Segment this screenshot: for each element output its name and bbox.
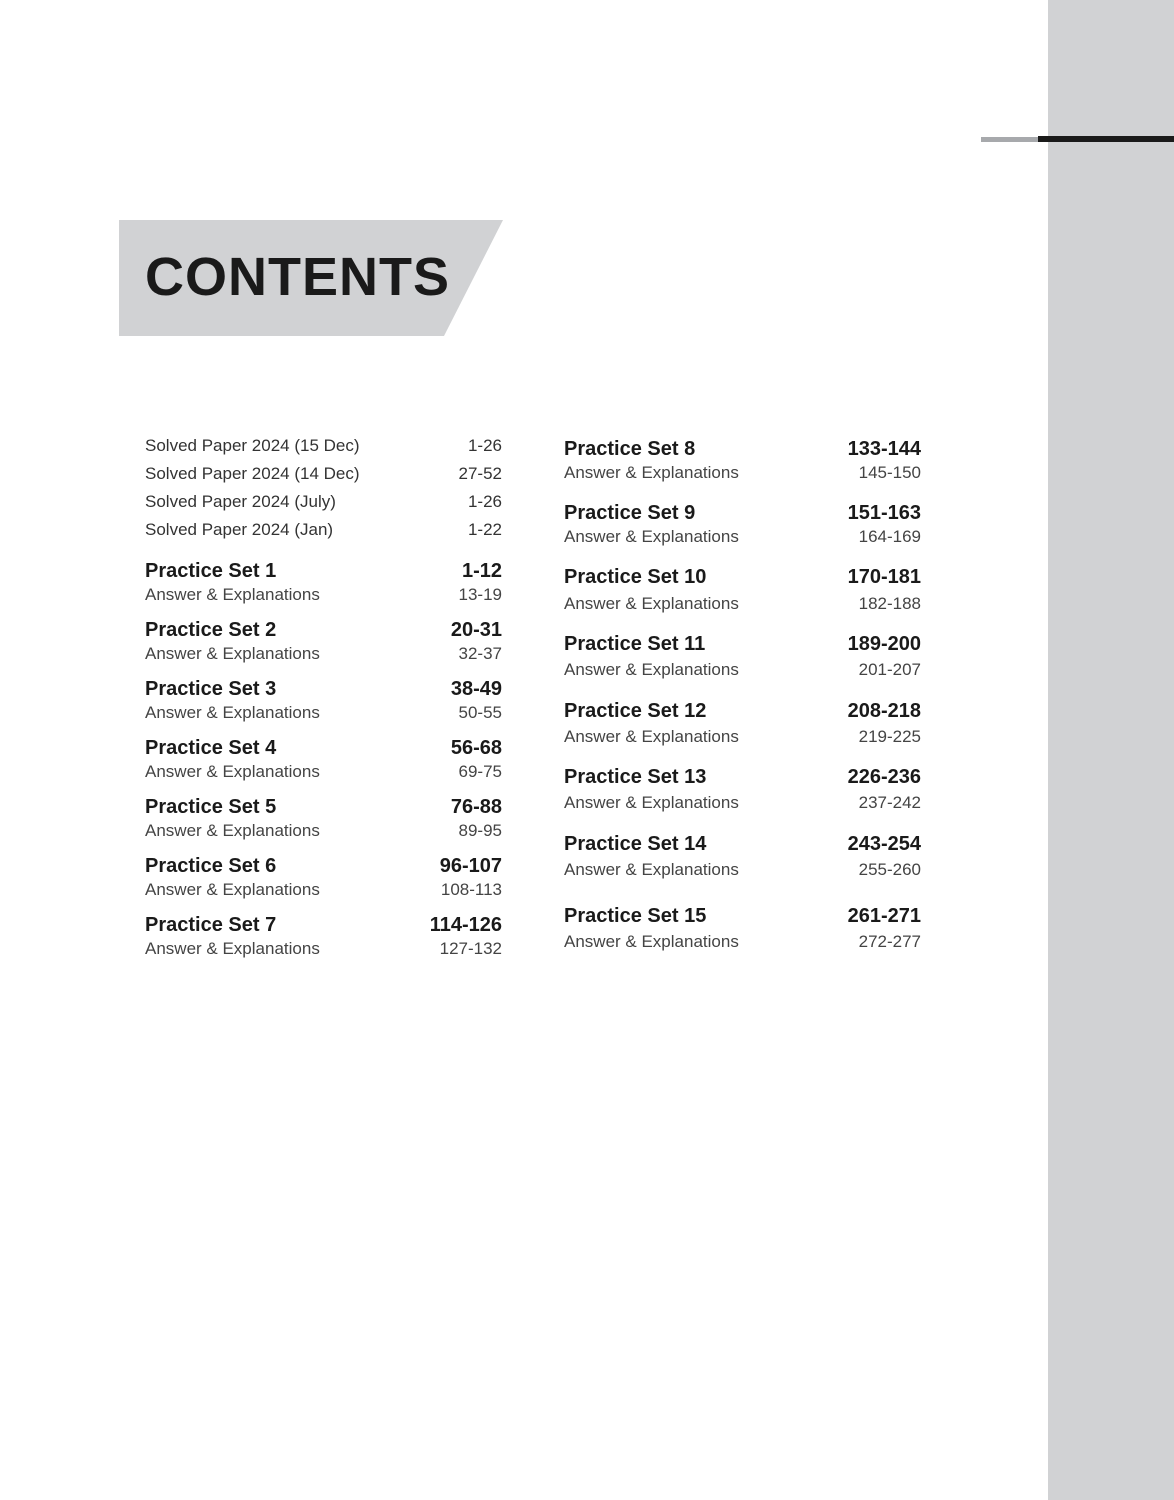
toc-answers-label: Answer & Explanations: [145, 585, 320, 604]
toc-answers-label: Answer & Explanations: [564, 932, 739, 951]
toc-entry-title: Practice Set 7: [145, 914, 277, 936]
toc-entry-practice-set[interactable]: [145, 560, 502, 583]
toc-answers-pages: 164-169: [858, 527, 921, 546]
toc-entry-pages: 170-181: [847, 566, 921, 588]
toc-entry-title: Practice Set 3: [145, 678, 277, 700]
section-tab-marker-light: [981, 137, 1038, 142]
toc-entry-practice-set[interactable]: [564, 766, 921, 789]
toc-entry-title: Practice Set 12: [564, 700, 707, 722]
toc-entry-title: Practice Set 6: [145, 855, 277, 877]
toc-answers-label: Answer & Explanations: [145, 762, 320, 781]
section-tab-marker-dark: [1038, 136, 1174, 142]
toc-entry-practice-set[interactable]: [564, 700, 921, 723]
toc-entry-title: Solved Paper 2024 (Jan): [145, 520, 334, 539]
toc-answers-pages: 32-37: [458, 644, 502, 663]
toc-answers-label: Answer & Explanations: [564, 660, 739, 679]
toc-entry-practice-set[interactable]: [145, 737, 502, 760]
toc-entry-pages: 1-12: [461, 560, 502, 582]
toc-answers-pages: 201-207: [858, 660, 921, 679]
toc-entry-title: Practice Set 11: [564, 633, 706, 655]
toc-entry-pages: 261-271: [847, 905, 921, 927]
toc-entry-answers[interactable]: [564, 463, 921, 483]
toc-answers-pages: 13-19: [458, 585, 502, 604]
toc-entry-pages: 226-236: [847, 766, 921, 788]
toc-entry-pages: 133-144: [847, 438, 921, 460]
toc-entry-pages: 1-22: [467, 520, 502, 539]
toc-entry-answers[interactable]: [564, 527, 921, 547]
toc-entry-pages: 114-126: [429, 914, 502, 936]
toc-entry-pages: 151-163: [847, 502, 921, 524]
toc-answers-label: Answer & Explanations: [145, 644, 320, 663]
toc-entry-practice-set[interactable]: [564, 633, 921, 656]
contents-banner: [119, 220, 503, 336]
toc-entry-solved-paper[interactable]: [145, 436, 502, 456]
toc-entry-practice-set[interactable]: [564, 438, 921, 461]
toc-entry-pages: 96-107: [439, 855, 502, 877]
toc-answers-label: Answer & Explanations: [564, 594, 739, 613]
toc-entry-pages: 76-88: [450, 796, 502, 818]
toc-answers-pages: 89-95: [458, 821, 502, 840]
toc-answers-label: Answer & Explanations: [564, 860, 739, 879]
toc-answers-pages: 145-150: [858, 463, 921, 482]
toc-answers-label: Answer & Explanations: [564, 793, 739, 812]
toc-answers-pages: 237-242: [858, 793, 921, 812]
toc-entry-answers[interactable]: [145, 762, 502, 782]
toc-entry-answers[interactable]: [145, 644, 502, 664]
toc-entry-title: Practice Set 10: [564, 566, 707, 588]
toc-entry-solved-paper[interactable]: [145, 492, 502, 512]
toc-entry-title: Practice Set 13: [564, 766, 707, 788]
toc-entry-title: Practice Set 14: [564, 833, 707, 855]
toc-answers-pages: 127-132: [439, 939, 502, 958]
toc-answers-pages: 108-113: [440, 880, 502, 899]
toc-entry-solved-paper[interactable]: [145, 520, 502, 540]
toc-entry-answers[interactable]: [145, 880, 502, 900]
toc-entry-pages: 56-68: [450, 737, 502, 759]
toc-entry-answers[interactable]: [145, 703, 502, 723]
toc-entry-practice-set[interactable]: [564, 833, 921, 856]
toc-entry-answers[interactable]: [564, 932, 921, 952]
toc-entry-pages: 38-49: [450, 678, 502, 700]
toc-entry-answers[interactable]: [564, 860, 921, 880]
toc-answers-pages: 50-55: [458, 703, 502, 722]
toc-entry-pages: 1-26: [467, 436, 502, 455]
toc-entry-pages: 189-200: [847, 633, 921, 655]
side-strip: [1048, 0, 1174, 1500]
toc-answers-pages: 69-75: [458, 762, 502, 781]
toc-entry-title: Solved Paper 2024 (15 Dec): [145, 436, 360, 455]
toc-entry-pages: 1-26: [467, 492, 502, 511]
toc-entry-title: Practice Set 4: [145, 737, 277, 759]
toc-entry-title: Solved Paper 2024 (July): [145, 492, 336, 511]
toc-entry-pages: 27-52: [458, 464, 502, 483]
toc-entry-practice-set[interactable]: [564, 905, 921, 928]
toc-entry-answers[interactable]: [145, 939, 502, 959]
toc-entry-pages: 208-218: [847, 700, 921, 722]
toc-entry-answers[interactable]: [564, 594, 921, 614]
toc-entry-title: Practice Set 15: [564, 905, 707, 927]
toc-entry-answers[interactable]: [145, 585, 502, 605]
toc-entry-practice-set[interactable]: [145, 796, 502, 819]
toc-entry-practice-set[interactable]: [564, 566, 921, 589]
toc-entry-practice-set[interactable]: [145, 855, 502, 878]
toc-entry-title: Solved Paper 2024 (14 Dec): [145, 464, 360, 483]
toc-entry-title: Practice Set 1: [145, 560, 277, 582]
toc-answers-label: Answer & Explanations: [145, 703, 320, 722]
toc-entry-title: Practice Set 8: [564, 438, 696, 460]
toc-answers-pages: 219-225: [858, 727, 921, 746]
toc-entry-practice-set[interactable]: [145, 619, 502, 642]
toc-answers-pages: 272-277: [858, 932, 921, 951]
toc-answers-label: Answer & Explanations: [564, 727, 739, 746]
toc-entry-practice-set[interactable]: [564, 502, 921, 525]
toc-entry-pages: 243-254: [847, 833, 921, 855]
toc-entry-answers[interactable]: [564, 793, 921, 813]
toc-entry-answers[interactable]: [564, 660, 921, 680]
toc-answers-label: Answer & Explanations: [564, 527, 739, 546]
toc-entry-pages: 20-31: [450, 619, 502, 641]
page-title: CONTENTS: [145, 247, 450, 307]
toc-answers-label: Answer & Explanations: [145, 939, 320, 958]
toc-entry-title: Practice Set 5: [145, 796, 277, 818]
toc-answers-label: Answer & Explanations: [564, 463, 739, 482]
toc-entry-answers[interactable]: [564, 727, 921, 747]
toc-entry-title: Practice Set 2: [145, 619, 277, 641]
toc-entry-answers[interactable]: [145, 821, 502, 841]
toc-entry-solved-paper[interactable]: [145, 464, 502, 484]
toc-entry-practice-set[interactable]: [145, 914, 502, 937]
toc-answers-label: Answer & Explanations: [145, 880, 320, 899]
toc-answers-pages: 182-188: [858, 594, 921, 613]
toc-entry-title: Practice Set 9: [564, 502, 696, 524]
toc-answers-label: Answer & Explanations: [145, 821, 320, 840]
toc-answers-pages: 255-260: [858, 860, 921, 879]
toc-entry-practice-set[interactable]: [145, 678, 502, 701]
